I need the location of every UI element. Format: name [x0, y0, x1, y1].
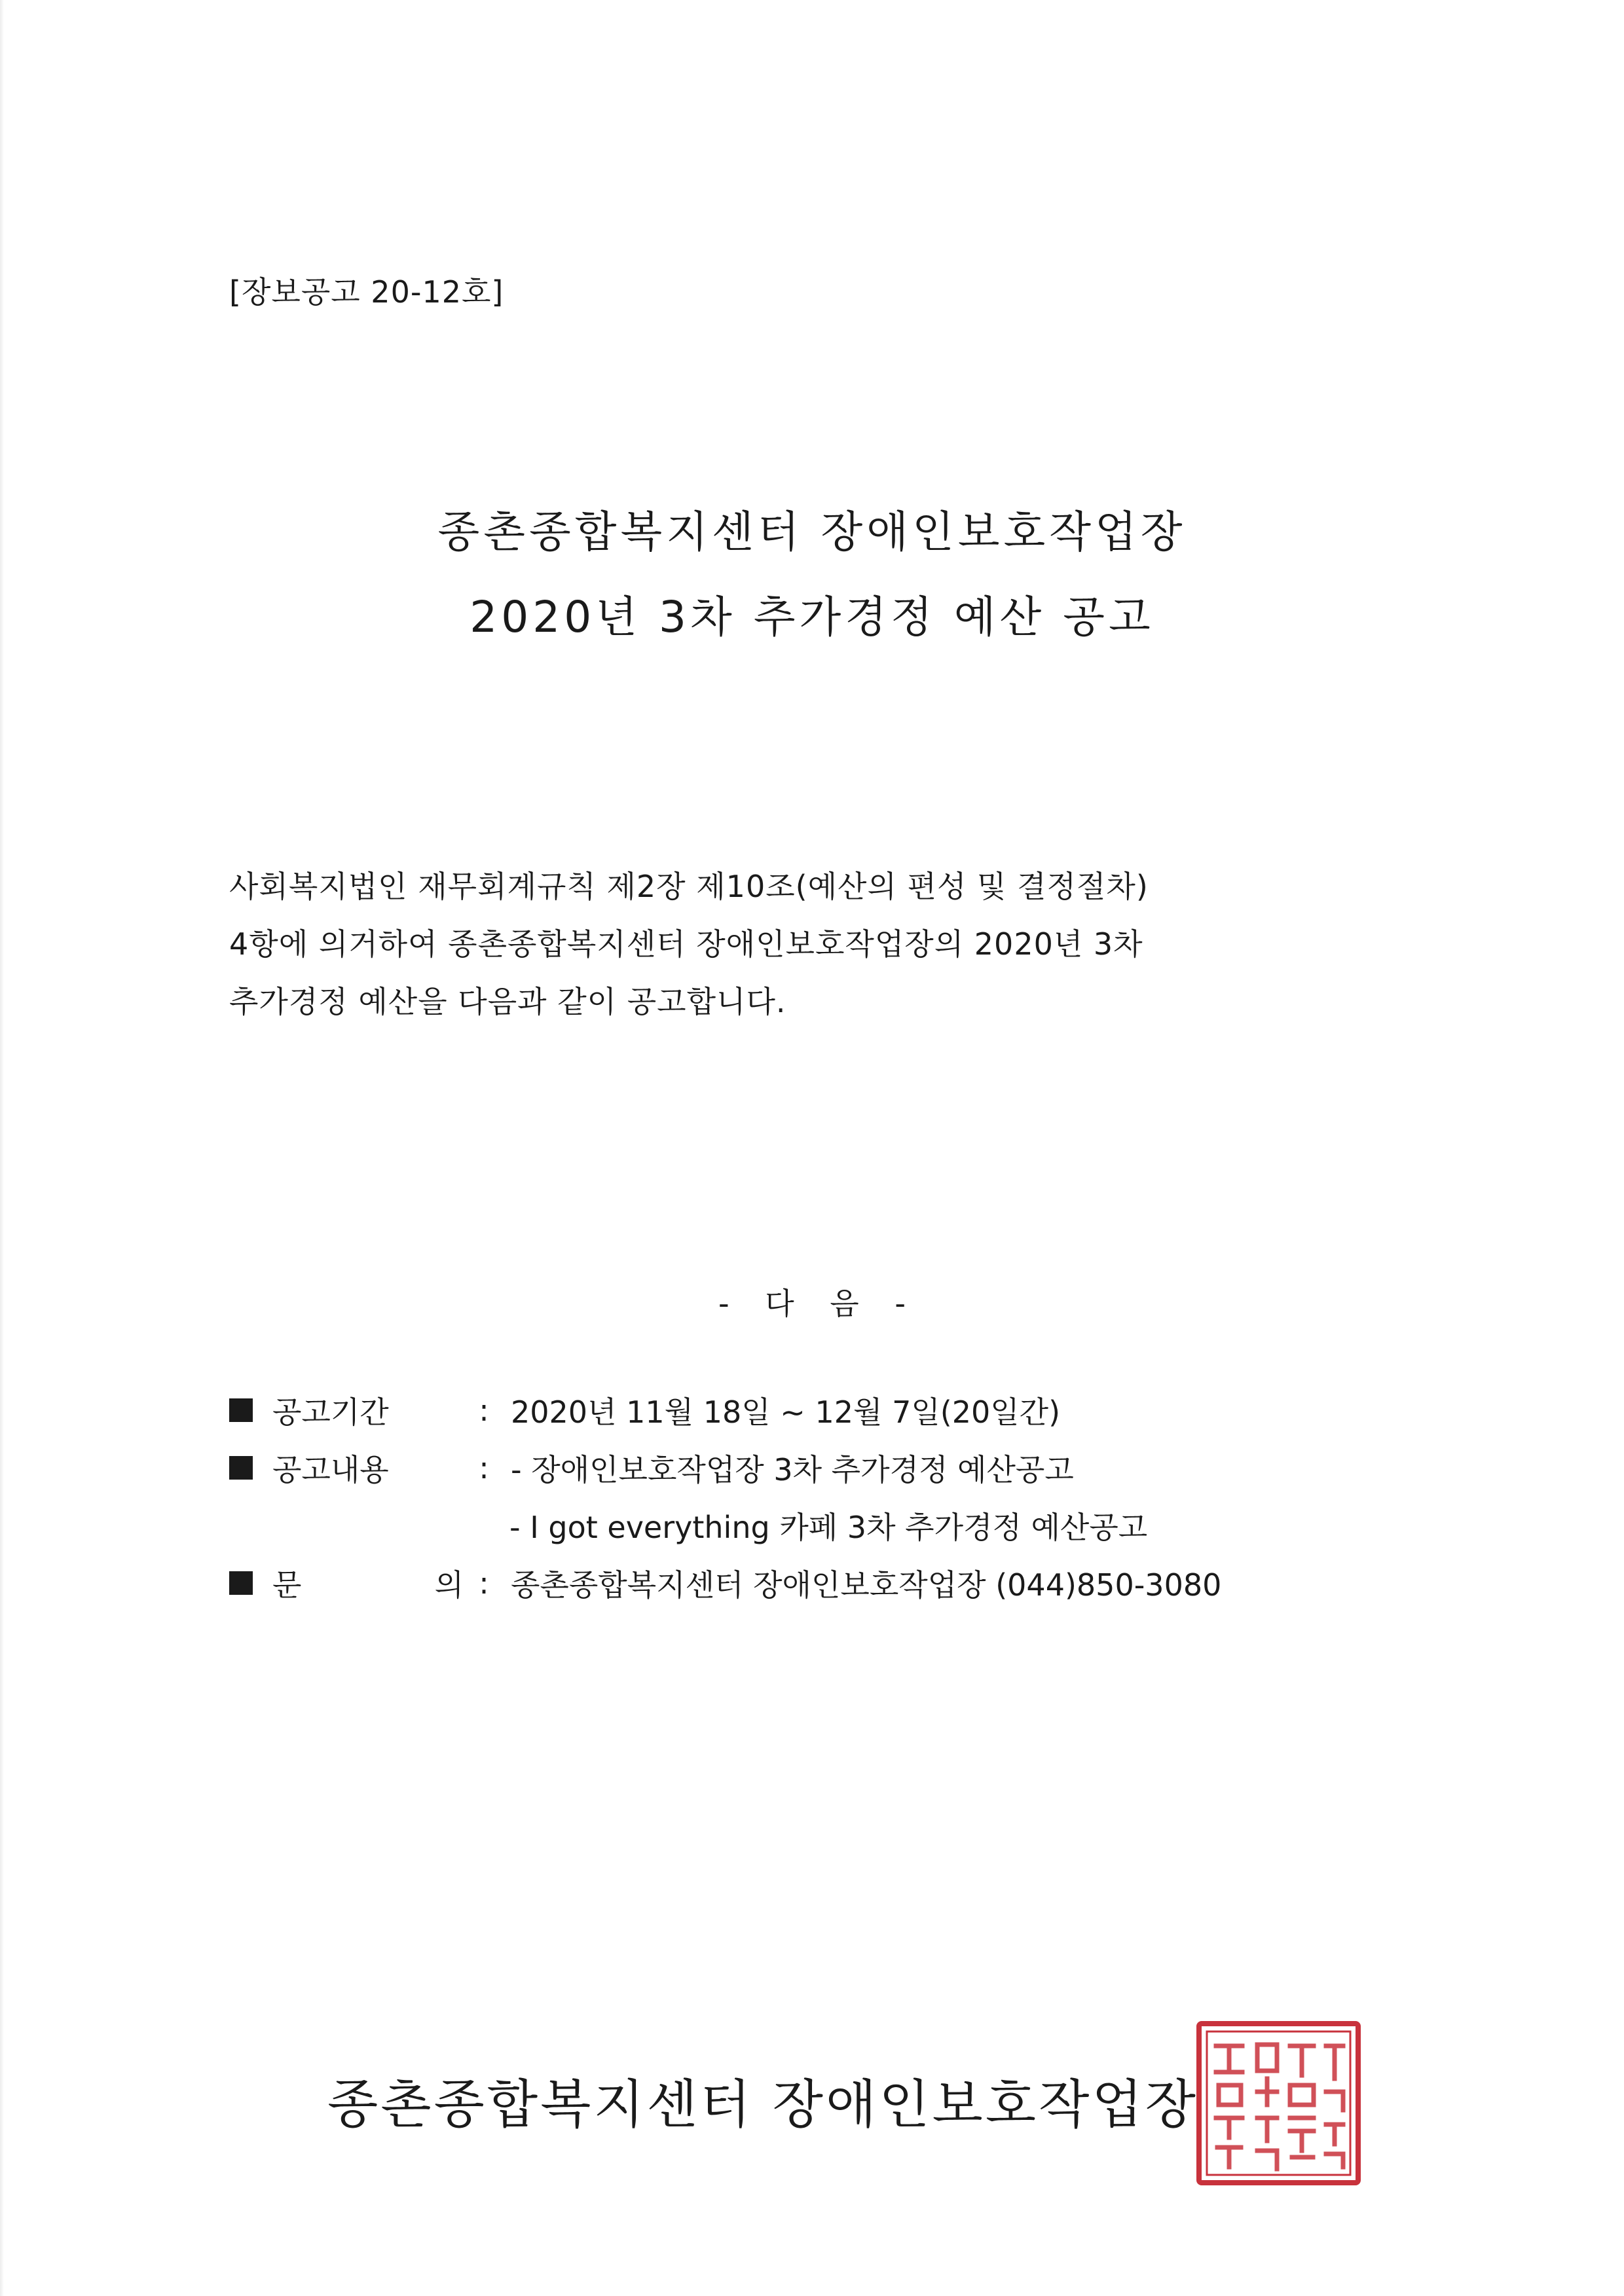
scan-edge [0, 0, 4, 2296]
body-line: 사회복지법인 재무회계규칙 제2장 제10조(예산의 편성 및 결정절차) [229, 869, 1149, 904]
detail-row-period [229, 1381, 1473, 1439]
body-line: 4항에 의거하여 종촌종합복지센터 장애인보호작업장의 2020년 3차 [229, 926, 1143, 962]
detail-label: 공고내용 [272, 1452, 389, 1487]
detail-label: 공고기간 [272, 1394, 389, 1430]
detail-colon: : [479, 1450, 489, 1485]
detail-value: - I got everything 카페 3차 추가경정 예산공고 [509, 1510, 1148, 1545]
detail-label [272, 1561, 464, 1605]
issuer-name: 종촌종합복지센터 장애인보호작업장 [327, 2074, 1198, 2135]
body-paragraph [229, 858, 1408, 1030]
detail-label-part: 문 [272, 1567, 302, 1603]
square-bullet-icon [229, 1571, 253, 1595]
square-bullet-icon [229, 1456, 253, 1480]
detail-row-content [229, 1439, 1473, 1497]
square-bullet-icon [229, 1398, 253, 1422]
body-line: 추가경정 예산을 다음과 같이 공고합니다. [229, 984, 786, 1019]
official-seal-icon [1195, 2020, 1362, 2187]
notice-number: [장보공고 20-12호] [229, 274, 504, 310]
title-line-1: 종촌종합복지센터 장애인보호작업장 [437, 507, 1187, 557]
detail-colon: : [479, 1565, 489, 1601]
document-title [0, 490, 1624, 660]
detail-value: 2020년 11월 18일 ~ 12월 7일(20일간) [511, 1394, 1061, 1430]
details-list [229, 1381, 1473, 1612]
section-heading: - 다 음 - [718, 1286, 906, 1321]
detail-value: 종촌종합복지센터 장애인보호작업장 (044)850-3080 [511, 1567, 1222, 1603]
detail-row-content-continued [229, 1497, 1473, 1554]
detail-label-part: 의 [434, 1567, 464, 1603]
detail-colon: : [479, 1393, 489, 1428]
detail-row-inquiry [229, 1554, 1473, 1612]
title-line-2: 2020년 3차 추가경정 예산 공고 [470, 592, 1154, 642]
detail-value: - 장애인보호작업장 3차 추가경정 예산공고 [511, 1452, 1074, 1487]
